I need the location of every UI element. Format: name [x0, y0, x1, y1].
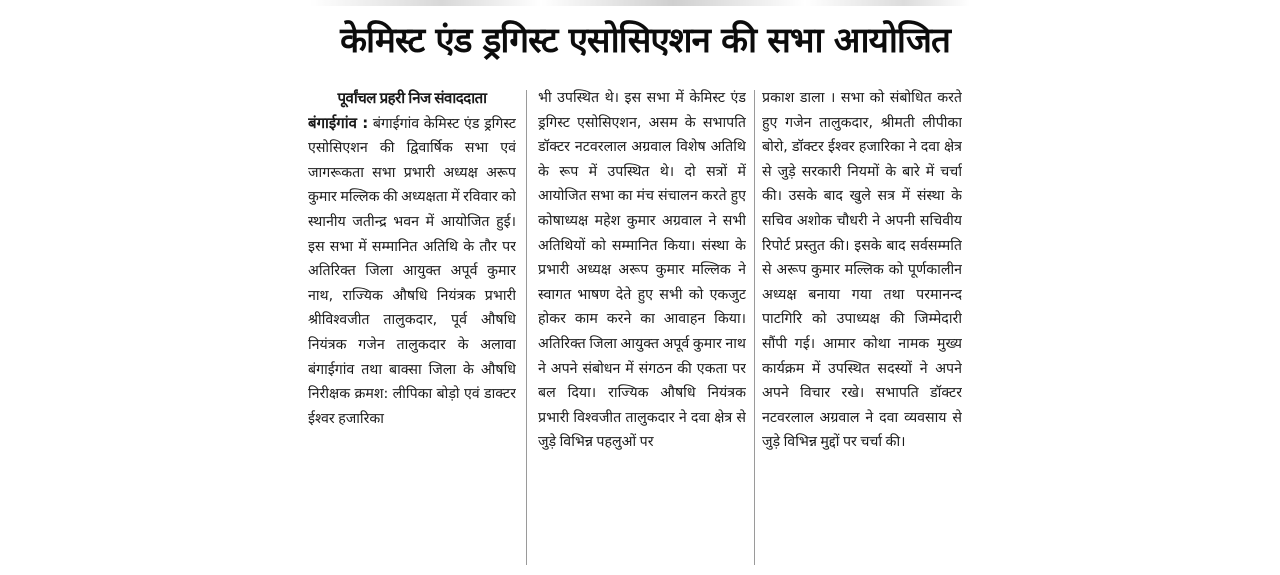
- article-column-1: [308, 86, 516, 575]
- article-byline: पूर्वांचल प्रहरी निज संवाददाता: [337, 89, 487, 107]
- article-column-2: [538, 86, 746, 575]
- column-1-body: बंगाईगांव केमिस्ट एंड ड्रगिस्ट एसोसिएशन की द्विवार्षिक सभा एवं जागरूकता सभा प्रभारी अध्यक्ष अरूप कुमार मल्लिक की अध्यक्षता में रविवार को स्थानीय जतीन्द्र भवन में आयोजित हुई। इस सभा में सम्मानित अतिथि के तौर पर अतिरिक्त जिला आयुक्त अपूर्व कुमार नाथ, राज्यिक औषधि नियंत्रक प्रभारी श्रीविश्वजीत तालुकदार, पूर्व औषधि नियंत्रक गजेन तालुकदार के अलावा बंगाईगांव तथा बाक्सा जिला के औषधि निरीक्षक क्रमश: लीपिका बोड़ो एवं डाक्टर ईश्वर हजारिका: [308, 115, 516, 427]
- column-divider: [754, 90, 755, 565]
- column-3-body: प्रकाश डाला । सभा को संबोधित करते हुए गजेन तालुकदार, श्रीमती लीपीका बोरो, डॉक्टर ईश्वर हजारिका ने दवा क्षेत्र से जुड़े सरकारी नियमों के बारे में चर्चा की। उसके बाद खुले सत्र में संस्था के सचिव अशोक चौधरी ने अपनी सचिवीय रिपोर्ट प्रस्तुत की। इसके बाद सर्वसम्मति से अरूप कुमार मल्लिक को पूर्णकालीन अध्यक्ष बनाया गया तथा परमानन्द पाटगिरि को उपाध्यक्ष की जिम्मेदारी सौंपी गई। आमार कोथा नामक मुख्य कार्यक्रम में उपस्थित सदस्यों ने अपने अपने विचार रखे। सभापति डॉक्टर नटवरलाल अग्रवाल ने दवा व्यवसाय से जुड़े विभिन्न मुद्दों पर चर्चा की।: [762, 90, 962, 451]
- article-column-3: [762, 86, 962, 575]
- article-dateline: बंगाईगांव :: [308, 113, 369, 132]
- previous-article-edge: [310, 0, 970, 6]
- article-headline: केमिस्ट एंड ड्रगिस्ट एसोसिएशन की सभा आयोजित: [340, 21, 950, 61]
- column-divider: [526, 90, 527, 565]
- column-2-body: भी उपस्थित थे। इस सभा में केमिस्ट एंड ड्रगिस्ट एसोसिएशन, असम के सभापति डॉक्टर नटवरलाल अग्रवाल विशेष अतिथि के रूप में उपस्थित थे। दो सत्रों में आयोजित सभा का मंच संचालन करते हुए कोषाध्यक्ष महेश कुमार अग्रवाल ने सभी अतिथियों को सम्मानित किया। संस्था के प्रभारी अध्यक्ष अरूप कुमार मल्लिक ने स्वागत भाषण देते हुए सभी को एकजुट होकर काम करने का आवाहन किया। अतिरिक्त जिला आयुक्त अपूर्व कुमार नाथ ने अपने संबोधन में संगठन की एकता पर बल दिया। राज्यिक औषधि नियंत्रक प्रभारी विश्वजीत तालुकदार ने दवा क्षेत्र से जुड़े विभिन्न पहलुओं पर: [538, 90, 746, 451]
- column-1-text: [308, 111, 516, 432]
